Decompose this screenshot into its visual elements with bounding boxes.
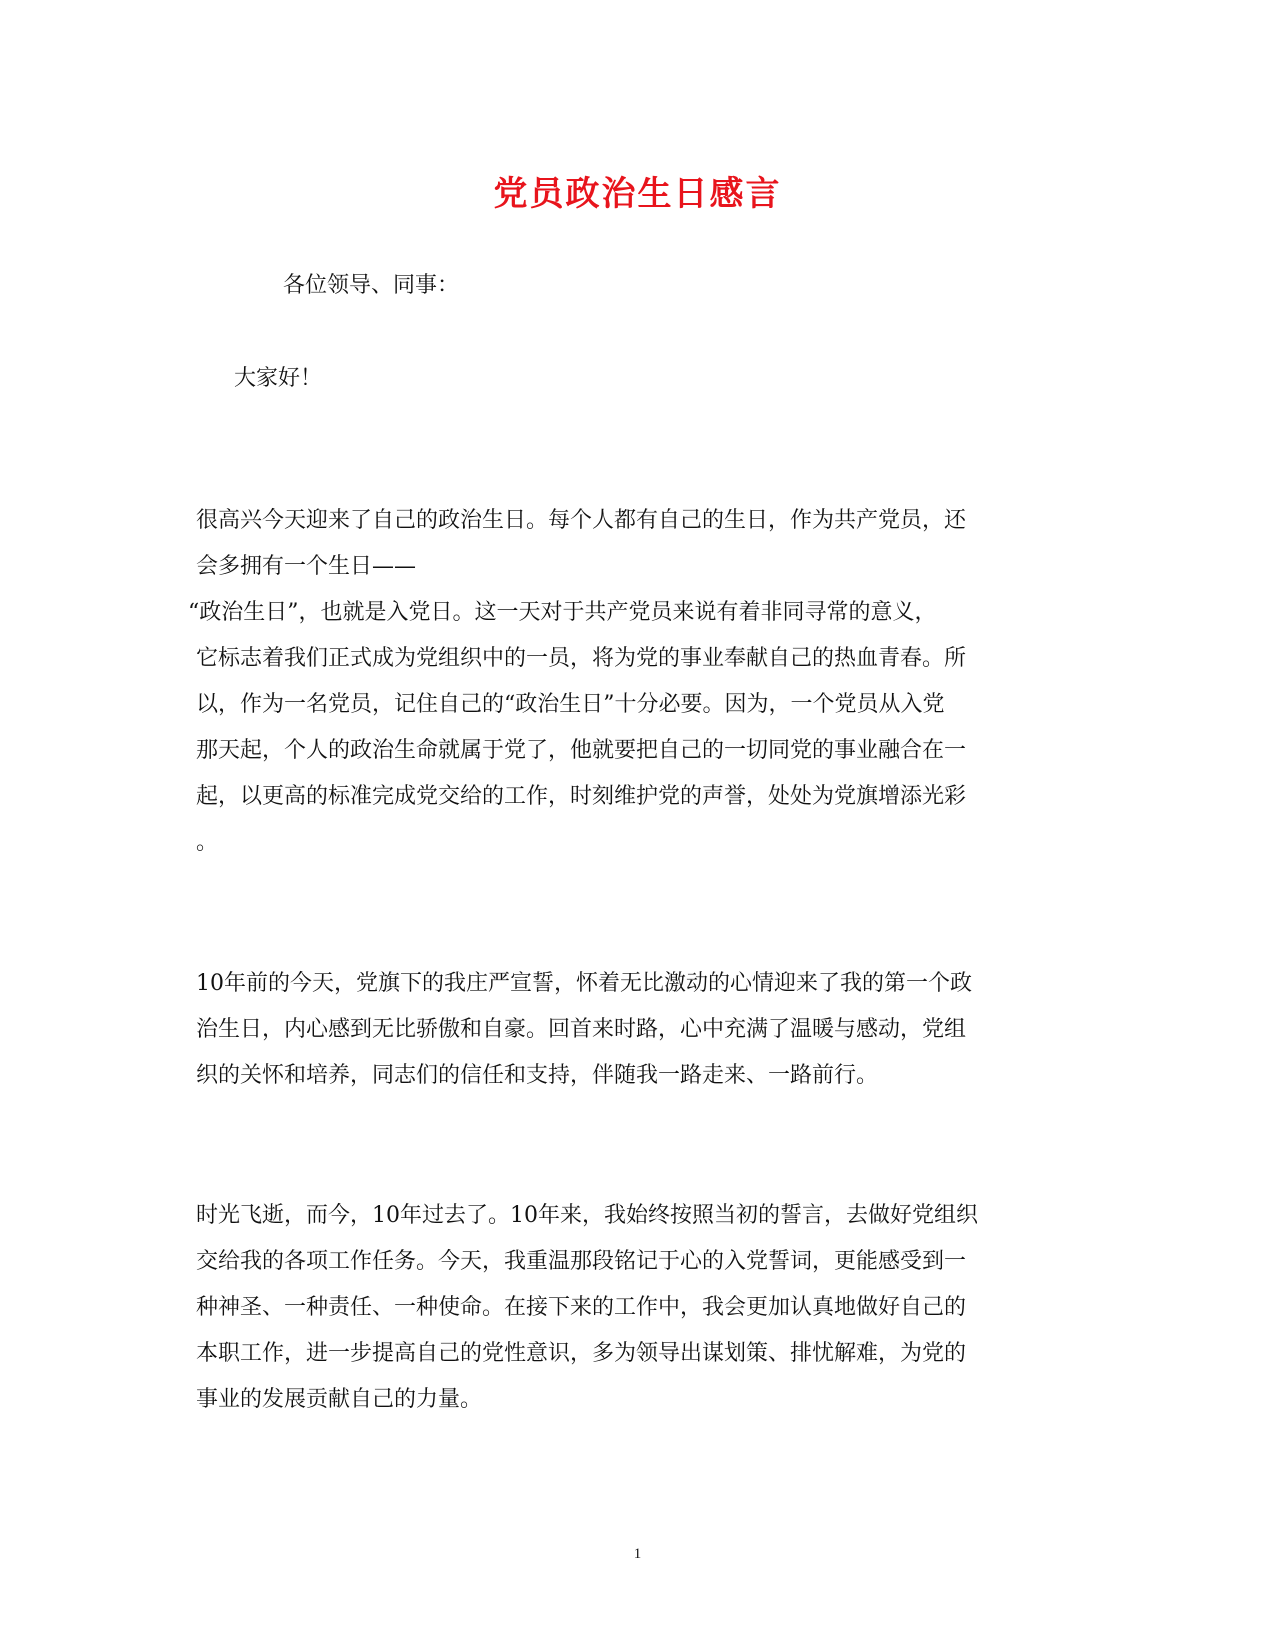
document-title: 党员政治生日感言 (493, 174, 782, 214)
paragraph-line: 会多拥有一个生日—— (196, 554, 417, 579)
paragraph-line: 起，以更高的标准完成党交给的工作，时刻维护党的声誉，处处为党旗增添光彩 (196, 784, 967, 809)
paragraph-line: 。 (196, 830, 219, 855)
paragraph-line: 10年前的今天，党旗下的我庄严宣誓，怀着无比激动的心情迎来了我的第一个政 (196, 971, 972, 996)
paragraph-line: 种神圣、一种责任、一种使命。在接下来的工作中，我会更加认真地做好自己的 (196, 1295, 967, 1320)
paragraph-line: 很高兴今天迎来了自己的政治生日。每个人都有自己的生日，作为共产党员，还 (196, 508, 967, 533)
paragraph-line: “政治生日”，也就是入党日。这一天对于共产党员来说有着非同寻常的意义， (188, 600, 937, 625)
paragraph-line: 那天起，个人的政治生命就属于党了，他就要把自己的一切同党的事业融合在一 (196, 738, 967, 763)
greeting: 大家好！ (234, 366, 323, 391)
paragraph-line: 它标志着我们正式成为党组织中的一员，将为党的事业奉献自己的热血青春。所 (196, 646, 967, 671)
paragraph-line: 时光飞逝，而今，10年过去了。10年来，我始终按照当初的誓言，去做好党组织 (196, 1203, 978, 1228)
paragraph-line: 治生日，内心感到无比骄傲和自豪。回首来时路，心中充满了温暖与感动，党组 (196, 1017, 967, 1042)
salutation: 各位领导、同事： (283, 273, 460, 298)
paragraph-line: 事业的发展贡献自己的力量。 (196, 1387, 483, 1412)
paragraph-line: 本职工作，进一步提高自己的党性意识，多为领导出谋划策、排忧解难，为党的 (196, 1341, 967, 1366)
paragraph-line: 以，作为一名党员，记住自己的“政治生日”十分必要。因为，一个党员从入党 (196, 692, 945, 717)
page-number: 1 (633, 1546, 642, 1562)
paragraph-line: 织的关怀和培养，同志们的信任和支持，伴随我一路走来、一路前行。 (196, 1063, 879, 1088)
paragraph-line: 交给我的各项工作任务。今天，我重温那段铭记于心的入党誓词，更能感受到一 (196, 1249, 967, 1274)
